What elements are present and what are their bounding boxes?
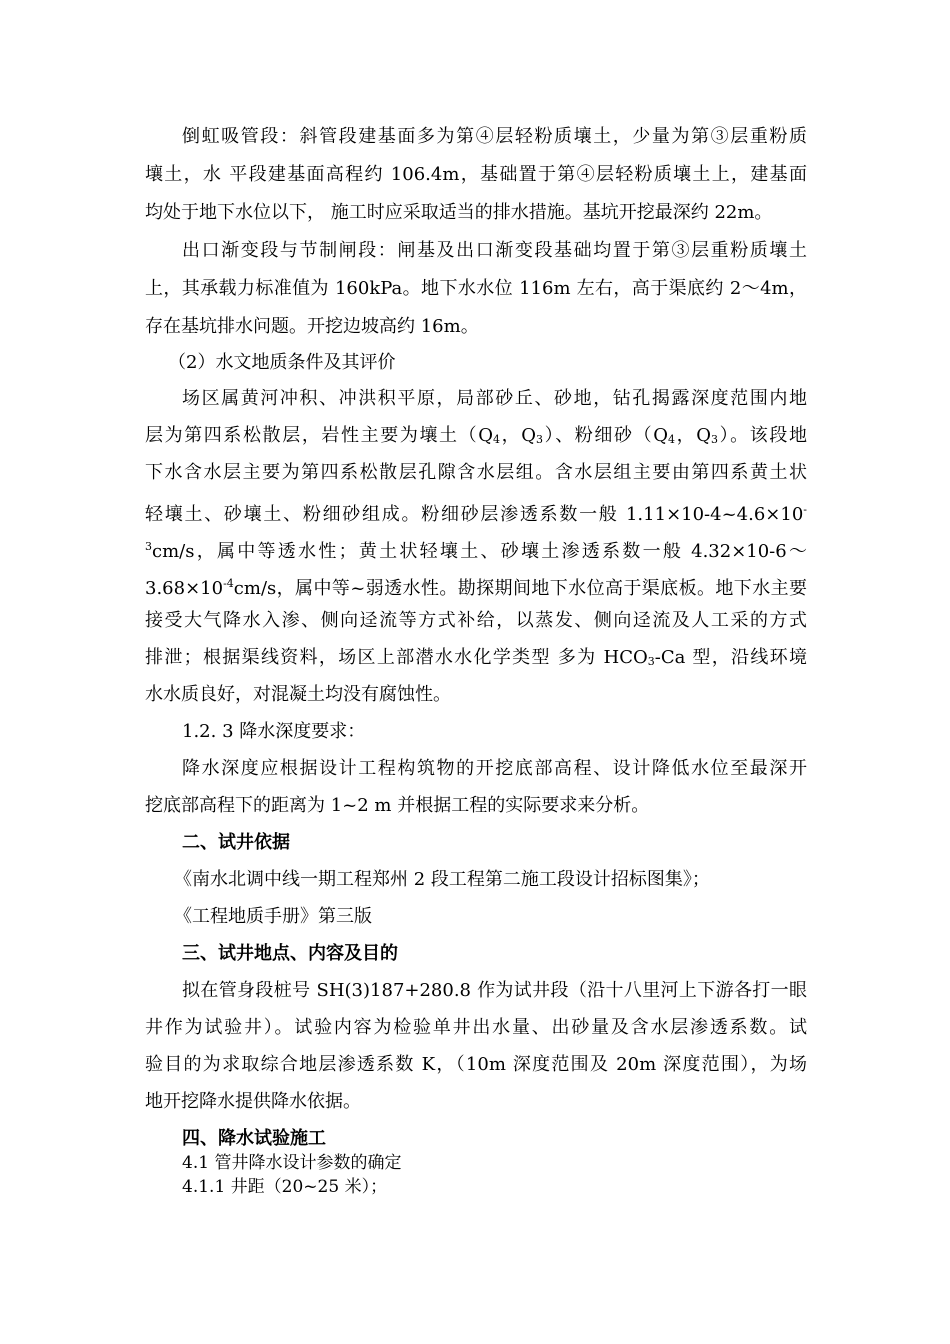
reference-item: 《工程地质手册》第三版 xyxy=(174,906,372,927)
paragraph-line: 排泄；根据渠线资料，场区上部潜水水化学类型 多为 $HCO_3-Ca$ 型，沿线环境 xyxy=(145,647,807,668)
paragraph-line: 上，其承载力标准值为 160kPa。地下水水位 116m 左右，高于渠底约 2～4m， xyxy=(145,278,807,299)
paragraph-line: 挖底部高程下的距离为 1~2 m 并根据工程的实际要求来分析。 xyxy=(145,795,650,816)
paragraph-line: 层为第四系松散层，岩性主要为壤土（$Q_4$，$Q_3$）、粉细砂（$Q_4$，$Q_3$）。该段地 xyxy=(145,425,807,446)
paragraph-line: 降水深度应根据设计工程构筑物的开挖底部高程、设计降低水位至最深开 xyxy=(182,758,807,779)
paragraph-line: 接受大气降水入渗、侧向迳流等方式补给，以蒸发、侧向迳流及人工采的方式 xyxy=(145,610,807,631)
section-heading: 二、试井依据 xyxy=(182,832,290,853)
paragraph-line: 井作为试验井）。试验内容为检验单井出水量、出砂量及含水层渗透系数。试 xyxy=(145,1017,807,1038)
section-heading: 三、试井地点、内容及目的 xyxy=(182,943,398,964)
paragraph-line: 存在基坑排水问题。开挖边坡高约 16m。 xyxy=(145,316,479,337)
paragraph-line: 均处于地下水位以下， 施工时应采取适当的排水措施。基坑开挖最深约 22m。 xyxy=(145,202,773,223)
paragraph-line: $^3$cm/s，属中等透水性；黄土状轻壤土、砂壤土渗透系数一般 4.32×10-6～ xyxy=(145,540,807,562)
paragraph-line: 验目的为求取综合地层渗透系数 K，（10m 深度范围及 20m 深度范围），为场 xyxy=(145,1054,807,1075)
section-heading: （2）水文地质条件及其评价 xyxy=(168,352,396,373)
paragraph-line: 轻壤土、砂壤土、粉细砂组成。粉细砂层渗透系数一般 1.11×10-4~4.6×10- xyxy=(145,503,807,525)
paragraph-line: 拟在管身段桩号 SH(3)187+280.8 作为试井段（沿十八里河上下游各打一眼 xyxy=(182,980,807,1001)
subsection-heading: 4.1.1 井距（20~25 米）； xyxy=(182,1177,388,1197)
paragraph-line: 地开挖降水提供降水依据。 xyxy=(145,1091,361,1112)
paragraph-line: $3.68\times 10^{-4}cm/s$，属中等~弱透水性。勘探期间地下水位高于渠底板。地下水主要 xyxy=(145,577,807,599)
section-heading: 四、降水试验施工 xyxy=(182,1128,326,1149)
section-heading: 1.2. 3 降水深度要求： xyxy=(182,721,366,742)
paragraph-line: 下水含水层主要为第四系松散层孔隙含水层组。含水层组主要由第四系黄土状 xyxy=(145,462,807,483)
paragraph-line: 场区属黄河冲积、冲洪积平原，局部砂丘、砂地，钻孔揭露深度范围内地 xyxy=(182,388,807,409)
paragraph-line: 壤土，水 平段建基面高程约 106.4m，基础置于第④层轻粉质壤土上，建基面 xyxy=(145,164,807,185)
paragraph-line: 出口渐变段与节制闸段：闸基及出口渐变段基础均置于第③层重粉质壤土 xyxy=(182,240,807,261)
reference-item: 《南水北调中线一期工程郑州 2 段工程第二施工段设计招标图集》； xyxy=(174,869,710,890)
paragraph-line: 倒虹吸管段：斜管段建基面多为第④层轻粉质壤土，少量为第③层重粉质 xyxy=(182,126,807,147)
paragraph-line: 水水质良好，对混凝土均没有腐蚀性。 xyxy=(145,684,451,705)
subsection-heading: 4.1 管井降水设计参数的确定 xyxy=(182,1153,402,1173)
